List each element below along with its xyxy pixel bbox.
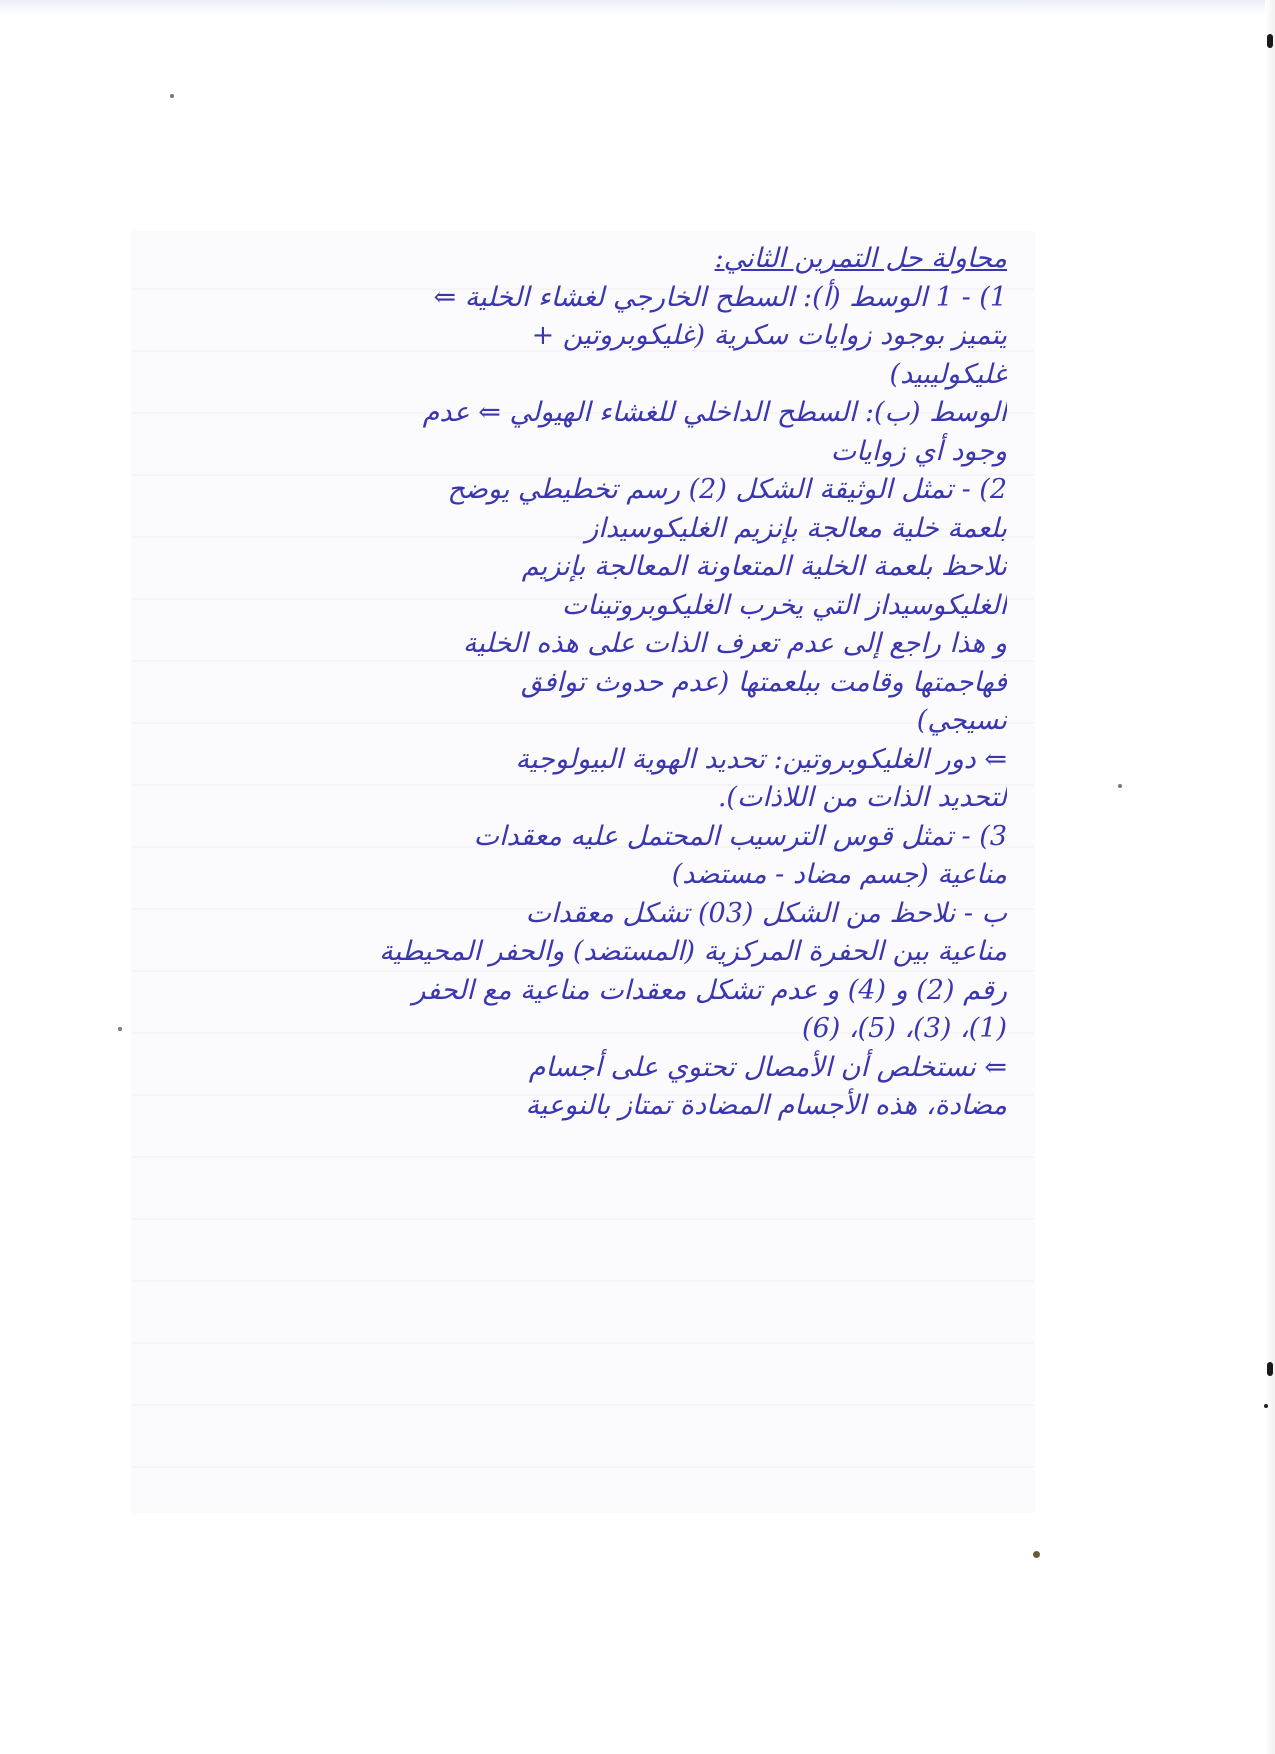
- answer-title: محاولة حل التمرين الثاني:: [714, 243, 1007, 274]
- dust-speck: [118, 1027, 122, 1031]
- answer-line: ⇐ نستخلص أن الأمصال تحتوي على أجسام: [528, 1051, 1007, 1083]
- answer-line: وجود أي زوايات: [830, 435, 1007, 467]
- answer-line: (1)، (3)، (5)، (6): [802, 1013, 1007, 1044]
- answer-line: لتحديد الذات من اللاذات).: [717, 782, 1007, 813]
- answer-line: نلاحظ بلعمة الخلية المتعاونة المعالجة بإنزيم: [521, 551, 1007, 582]
- answer-line: 3) - تمثل قوس الترسيب المحتمل عليه معقدات: [473, 820, 1007, 852]
- handwritten-lines: [162, 240, 1007, 1126]
- scan-top-edge: [0, 0, 1275, 14]
- answer-line: الغليكوسيداز التي يخرب الغليكوبروتينات: [561, 589, 1007, 621]
- answer-line: مضادة، هذه الأجسام المضادة تمتاز بالنوعية: [525, 1090, 1007, 1121]
- handwritten-answer-sheet: [132, 232, 1034, 1512]
- scan-right-edge: [1265, 0, 1275, 1754]
- answer-line: يتميز بوجود زوايات سكرية (غليكوبروتين +: [531, 320, 1007, 351]
- answer-line: رقم (2) و (4) و عدم تشكل معقدات مناعية مع الحفر: [412, 974, 1007, 1006]
- answer-line: 1) - 1 الوسط (أ): السطح الخارجي لغشاء الخلية ⇐: [433, 281, 1007, 313]
- answer-line: مناعية (جسم مضاد - مستضد): [671, 859, 1007, 890]
- answer-line: ب - نلاحظ من الشكل (03) تشكل معقدات: [525, 897, 1007, 929]
- answer-line: ⇐ دور الغليكوبروتين: تحديد الهوية البيولوجية: [515, 743, 1007, 775]
- scanner-mark: [1267, 34, 1273, 48]
- dust-speck: [170, 94, 174, 98]
- dust-speck: [1264, 1404, 1268, 1408]
- dust-speck: [1033, 1551, 1040, 1558]
- answer-line: غليكوليبيد): [889, 358, 1007, 390]
- answer-line: و هذا راجع إلى عدم تعرف الذات على هذه الخلية: [462, 628, 1007, 659]
- answer-line: 2) - تمثل الوثيقة الشكل (2) رسم تخطيطي يوضح: [447, 474, 1007, 505]
- dust-speck: [1118, 784, 1122, 788]
- scanner-mark: [1267, 1362, 1273, 1376]
- answer-line: مناعية بين الحفرة المركزية (المستضد) والحفر المحيطية: [379, 936, 1007, 967]
- answer-line: بلعمة خلية معالجة بإنزيم الغليكوسيداز: [585, 512, 1007, 544]
- answer-line: فهاجمتها وقامت ببلعمتها (عدم حدوث توافق: [520, 666, 1007, 698]
- answer-line: الوسط (ب): السطح الداخلي للغشاء الهيولي ⇐ عدم: [422, 397, 1007, 428]
- answer-line: نسيجي): [916, 705, 1007, 736]
